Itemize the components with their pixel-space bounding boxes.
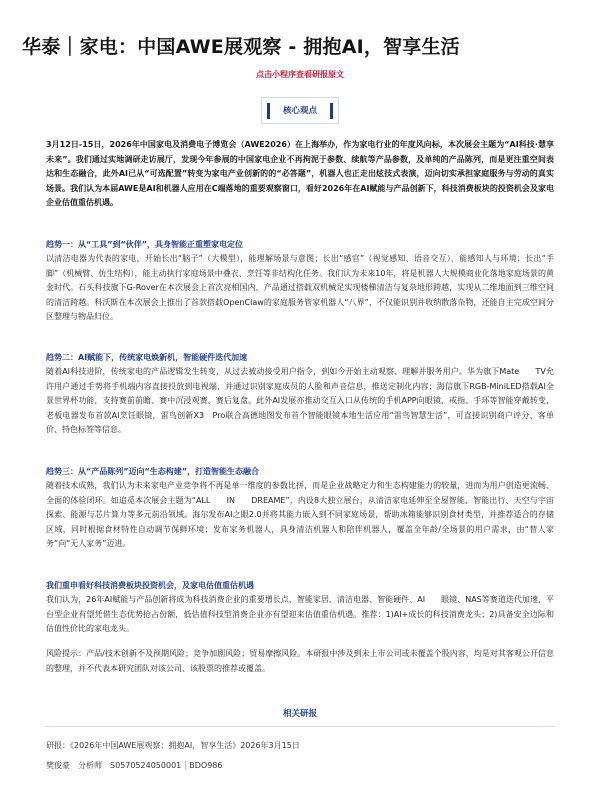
trend-one-title: 趋势一：从“工具”到“伙伴”，具身智能正重塑家电定位 <box>46 240 244 249</box>
trend-two-body: 随着AI科技进阶，传统家电的产品逻辑发生转变，从过去被动接受用户指令，到如今开始主动观察、理解并服务用户。华为旗下Mate TV允许用户通过手势将手机端内容直接投放到电视端，并通过识别家庭成员的人脸和声音信息，推送定制化内容；海信旗下RGB-MiniLED搭载AI全景世界杯功能，支持赛前前瞻、赛中沉浸观赛、赛后复盘。此外AI发展亦推动交互入口从传统的手机APP向眼镜、戒指、手环等智能穿戴转变，老板电器发布首款AI烹饪眼镜，雷鸟创新X3 Pro联合高德地图发布首个智能眼镜本地生活应用“雷鸟智慧生活”，可直接识别商户评分、客单价、特色标签等信息。 <box>46 367 554 434</box>
related-reports-link[interactable]: 相关研报 <box>282 709 317 719</box>
core-viewpoints-badge <box>261 97 339 124</box>
trend-three-title: 趋势三：从“产品陈列”迈向“生态构建”，打造智能生态融合 <box>46 467 260 476</box>
risk-warning: 风险提示：产品/技术创新不及预期风险；竞争加剧风险；贸易摩擦风险。本研报中涉及到未上市公司或未覆盖个股内容，均是对其客观公开信息的整理，并不代表本研究团队对该公司、该股票的推荐或覆盖。 <box>46 649 554 673</box>
report-reference[interactable]: 研报：《2026年中国AWE展观察：拥抱AI，智享生活》2026年3月15日 <box>46 741 300 750</box>
page-title: 华泰｜家电：中国AWE展观察 - 拥抱AI，智享生活 <box>22 36 460 58</box>
analyst-info: 樊俊豪 分析师 S0570524050001｜BDO986 <box>46 761 223 770</box>
recommendation-title: 我们重申看好科技消费板块投资机会，及家电估值重估机遇 <box>46 581 254 590</box>
view-original-report-link[interactable]: 点击小程序查看研报原文 <box>256 70 344 79</box>
trend-three-body: 随着技术成熟，我们认为未来家电产业竞争将不再是单一维度的参数比拼，而是企业战略定力和生态构建能力的较量，进而为用户创造更流畅、全面的体验闭环。如追觅本次展会主题为“ALL IN DREAME”，内设8大独立展台，从清洁家电延伸至全屋智能、智能出行、天空与宇宙探索、能源与芯片算力等多元前沿领域。海尔发布AI之眼2.0并将其能力嵌入到不同家庭场景，帮助冰箱能够识别食材类型，并推荐适合的存储区域，同时根据食材特性自动调节保鲜环境；发布家务机器人，具身清洁机器人和陪伴机器人，覆盖全年龄/全场景的用户需求，由“替人家务”向“无人家务”迈进。 <box>46 481 554 548</box>
trend-two-title: 趋势二：AI赋能下，传统家电焕新机，智能硬件迭代加速 <box>46 353 248 362</box>
trend-one-body: 以清洁电器为代表的家电，开始长出“脑子”（大模型），能理解场景与意图；长出“感官”（视觉感知、语音交互），能感知人与环境；长出“手脚”（机械臂、仿生结构），能主动执行家庭场景中叠衣、烹饪等非结构化任务。我们认为未来10年，将是机器人大规模商业化落地家庭场景的黄金时代。石头科技旗下G-Rover在本次展会上首次亮相国内，产品通过搭载双机械足实现楼梯清洁与复杂地形跨越，实现从二维地面到三维空间的清洁跨越。科沃斯在本次展会上推出了首款搭载OpenClaw的家庭服务管家机器人“八界”，不仅能识别并收纳散落杂物，还能自主完成空间分区整理与物品归位。 <box>46 254 554 321</box>
divider <box>46 726 554 727</box>
core-viewpoints-label: 核心观点 <box>282 106 317 116</box>
badge-accent-right <box>330 103 333 119</box>
intro-paragraph: 3月12日-15日，2026年中国家电及消费电子博览会（AWE2026）在上海举办，作为家电行业的年度风向标，本次展会主题为“AI科技·慧享未来”。我们通过实地调研走访展厅，发现今年参展的中国家电企业不再拘泥于参数、续航等产品参数，及单纯的产品陈列，而是更注重空间表达和生态融合，此外AI已从“可选配置”转变为家电产业创新的的“必答题”，机器人也正走出炫技式表演，迈向切实承担家庭服务与劳动的真实场景。我们认为本届AWE是AI和机器人应用在C端落地的重要观察窗口，看好2026年在AI赋能与产品创新下，科技消费板块的投资机会及家电企业估值重估机遇。 <box>46 140 554 207</box>
recommendation-body: 我们认为，26年AI赋能与产品创新将成为科技消费企业的重要增长点，智能家居、清洁电器、智能硬件、AI 眼镜、NAS等赛道迭代加速，平台型企业有望凭借生态优势抢占份额，低估值科技型消费企业亦有望迎来估值重估机遇。推荐：1)AI+成长的科技消费龙头；2)具备安全边际和估值性价比的家电龙头。 <box>46 595 554 633</box>
